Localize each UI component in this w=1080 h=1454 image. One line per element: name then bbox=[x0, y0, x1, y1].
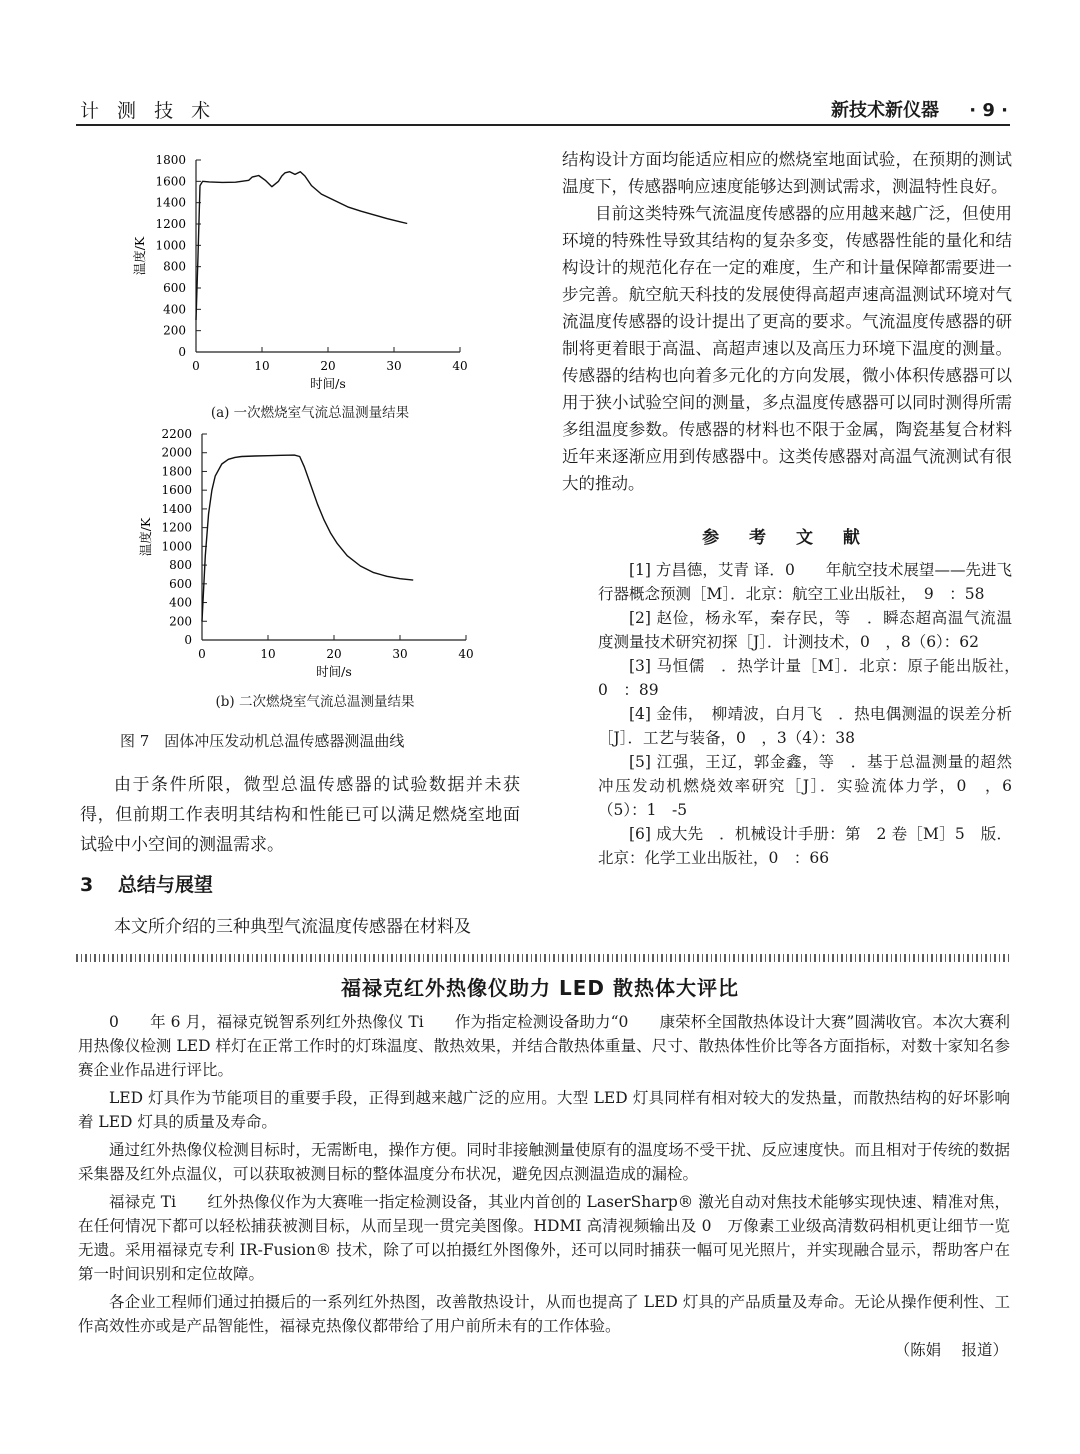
section-number: 3 bbox=[80, 874, 94, 896]
section-title: 总结与展望 bbox=[117, 874, 213, 896]
figure-caption: 图 7 固体冲压发动机总温传感器测温曲线 bbox=[120, 732, 405, 750]
x-tick-label: 10 bbox=[254, 359, 270, 373]
chart-a-caption: (a) 一次燃烧室气流总温测量结果 bbox=[210, 405, 410, 421]
reference-item: [6] 成大先 ．机械设计手册：第 2 卷［M］5 版．北京：化学工业出版社，0 ：66 bbox=[598, 825, 1012, 867]
right-column bbox=[562, 146, 1028, 870]
x-tick-label: 10 bbox=[260, 647, 276, 661]
y-tick-label: 600 bbox=[163, 281, 186, 295]
header-rule bbox=[76, 124, 1010, 126]
x-tick-label: 40 bbox=[458, 647, 474, 661]
section-paragraph: 本文所介绍的三种典型气流温度传感器在材料及 bbox=[114, 917, 471, 937]
x-tick-label: 30 bbox=[386, 359, 402, 373]
x-axis-label: 时间/s bbox=[310, 376, 346, 391]
y-tick-label: 1400 bbox=[161, 501, 192, 516]
news-paragraph: 各企业工程师们通过拍摄后的一系列红外热图，改善散热设计，从而也提高了 LED 灯具的产品质量及寿命。无论从操作便利性、工作高效性亦或是产品智能性，福禄克热像仪都带给了用户前所未有的工作体验。 bbox=[78, 1293, 1010, 1335]
y-axis-label: 温度/K bbox=[138, 517, 153, 557]
y-tick-label: 2000 bbox=[161, 445, 192, 460]
reference-item: [2] 赵俭，杨永军，秦存民，等 ．瞬态超高温气流温度测量技术研究初探［J］．计测技术，0 ，8（6）：62 bbox=[598, 609, 1012, 651]
y-tick-label: 1000 bbox=[161, 539, 192, 554]
left-paragraph: 由于条件所限，微型总温传感器的试验数据并未获得，但前期工作表明其结构和性能已可以满足燃烧室地面试验中小空间的测温需求。 bbox=[80, 775, 520, 855]
news-paragraph: 福禄克 Ti 红外热像仪作为大赛唯一指定检测设备，其业内首创的 LaserSharp® 激光自动对焦技术能够实现快速、精准对焦，在任何情况下都可以轻松捕获被测目标，从而呈现一贯完美图像。HDMI 高清视频输出及 0 万像素工业级高清数码相机更让细节一览无遗。采用福禄克专利 IR-Fusion® 技术，除了可以拍摄红外图像外，还可以同时捕获一幅可见光照片，并实现融合显示，帮助客户在第一时间识别和定位故障。 bbox=[78, 1193, 1010, 1283]
y-tick-label: 200 bbox=[163, 323, 186, 338]
reference-item: [5] 江强，王辽，郭金鑫，等 ．基于总温测量的超然冲压发动机燃烧效率研究［J］．实验流体力学，0 ，6（5）：1 -5 bbox=[598, 753, 1012, 819]
series-line bbox=[196, 172, 407, 320]
y-tick-label: 0 bbox=[184, 633, 192, 647]
x-tick-label: 20 bbox=[326, 647, 342, 661]
references-heading: 参 考 文 献 bbox=[702, 528, 872, 548]
y-tick-label: 200 bbox=[169, 614, 192, 629]
x-tick-label: 0 bbox=[192, 359, 200, 373]
news-paragraph: LED 灯具作为节能项目的重要手段，正得到越来越广泛的应用。大型 LED 灯具同样有相对较大的发热量，而散热结构的好坏影响着 LED 灯具的质量及寿命。 bbox=[78, 1089, 1010, 1131]
x-tick-label: 0 bbox=[198, 647, 206, 661]
chart-b-caption: (b) 二次燃烧室气流总温测量结果 bbox=[215, 694, 415, 710]
y-tick-label: 1200 bbox=[155, 217, 186, 231]
y-tick-label: 2200 bbox=[161, 427, 192, 441]
y-tick-label: 1200 bbox=[161, 520, 192, 535]
y-tick-label: 1600 bbox=[161, 483, 192, 498]
right-paragraph-1: 结构设计方面均能适应相应的燃烧室地面试验，在预期的测试温度下，传感器响应速度能够达到测试需求，测温特性良好。 bbox=[562, 150, 1012, 196]
y-tick-label: 400 bbox=[169, 595, 192, 610]
left-column-text bbox=[80, 770, 520, 860]
y-tick-label: 800 bbox=[169, 558, 192, 573]
x-tick-label: 20 bbox=[320, 359, 336, 373]
reference-list bbox=[562, 558, 1028, 870]
section-name: 新技术新仪器 bbox=[830, 100, 939, 121]
page-number: · 9 · bbox=[969, 100, 1008, 121]
y-tick-label: 600 bbox=[169, 576, 192, 591]
y-tick-label: 0 bbox=[178, 345, 186, 359]
news-paragraph: 0 年 6 月，福禄克锐智系列红外热像仪 Ti 作为指定检测设备助力“0 康荣杯全国散热体设计大赛”圆满收官。本次大赛利用热像仪检测 LED 样灯在正常工作时的灯珠温度、散热效果，并结合散热体重量、尺寸、散热体性价比等各方面指标，对数十家知名参赛企业作品进行评比。 bbox=[78, 1013, 1010, 1079]
section-heading bbox=[80, 870, 213, 897]
x-tick-label: 40 bbox=[452, 359, 468, 373]
y-tick-label: 1400 bbox=[155, 195, 186, 210]
y-tick-label: 400 bbox=[163, 302, 186, 317]
y-tick-label: 800 bbox=[163, 259, 186, 274]
right-paragraph-2: 目前这类特殊气流温度传感器的应用越来越广泛，但使用环境的特殊性导致其结构的复杂多变，传感器性能的量化和结构设计的规范化存在一定的难度，生产和计量保障都需要进一步完善。航空航天科技的发展使得高超声速高温测试环境对气流温度传感器的设计提出了更高的要求。气流温度传感器的研制将更着眼于高温、高超声速以及高压力环境下温度的测量。传感器的结构也向着多元化的方向发展，微小体积传感器可以用于狭小试验空间的测量，多点温度传感器可以同时测得所需多组温度参数。传感器的材料也不限于金属，陶瓷基复合材料近年来逐渐应用到传感器中。这类传感器对高温气流测试有很大的推动。 bbox=[562, 204, 1012, 493]
reference-item: [1] 方昌德，艾青 译．0 年航空技术展望——先进飞行器概念预测［M］．北京：航空工业出版社， 9 ：58 bbox=[598, 561, 1012, 603]
news-title: 福禄克红外热像仪助力 LED 散热体大评比 bbox=[341, 976, 739, 1000]
y-tick-label: 1000 bbox=[155, 238, 186, 253]
series-line bbox=[202, 455, 413, 621]
y-axis-label: 温度/K bbox=[132, 236, 147, 276]
x-axis-label: 时间/s bbox=[316, 664, 352, 679]
chart-a bbox=[120, 146, 500, 418]
decorative-divider bbox=[76, 954, 1010, 962]
journal-name: 计 测 技 术 bbox=[80, 100, 217, 122]
x-tick-label: 30 bbox=[392, 647, 408, 661]
y-tick-label: 1600 bbox=[155, 174, 186, 189]
y-tick-label: 1800 bbox=[161, 464, 192, 479]
reference-item: [3] 马恒儒 ．热学计量［M］．北京：原子能出版社， 0 ：89 bbox=[598, 657, 1028, 699]
news-paragraph: 通过红外热像仪检测目标时，无需断电，操作方便。同时非接触测量使原有的温度场不受干扰、反应速度快。而且相对于传统的数据采集器及红外点温仪，可以获取被测目标的整体温度分布状况，避免因点测温造成的漏检。 bbox=[78, 1141, 1010, 1183]
chart-b bbox=[120, 424, 500, 702]
page-header-right bbox=[831, 96, 1008, 122]
news-body bbox=[78, 1010, 1010, 1342]
byline: （陈娟 报道） bbox=[894, 1341, 1008, 1359]
y-tick-label: 1800 bbox=[155, 153, 186, 167]
reference-item: [4] 金伟， 柳靖波，白月飞 ．热电偶测温的误差分析［J］．工艺与装备，0 ，3（4）：38 bbox=[598, 705, 1012, 747]
